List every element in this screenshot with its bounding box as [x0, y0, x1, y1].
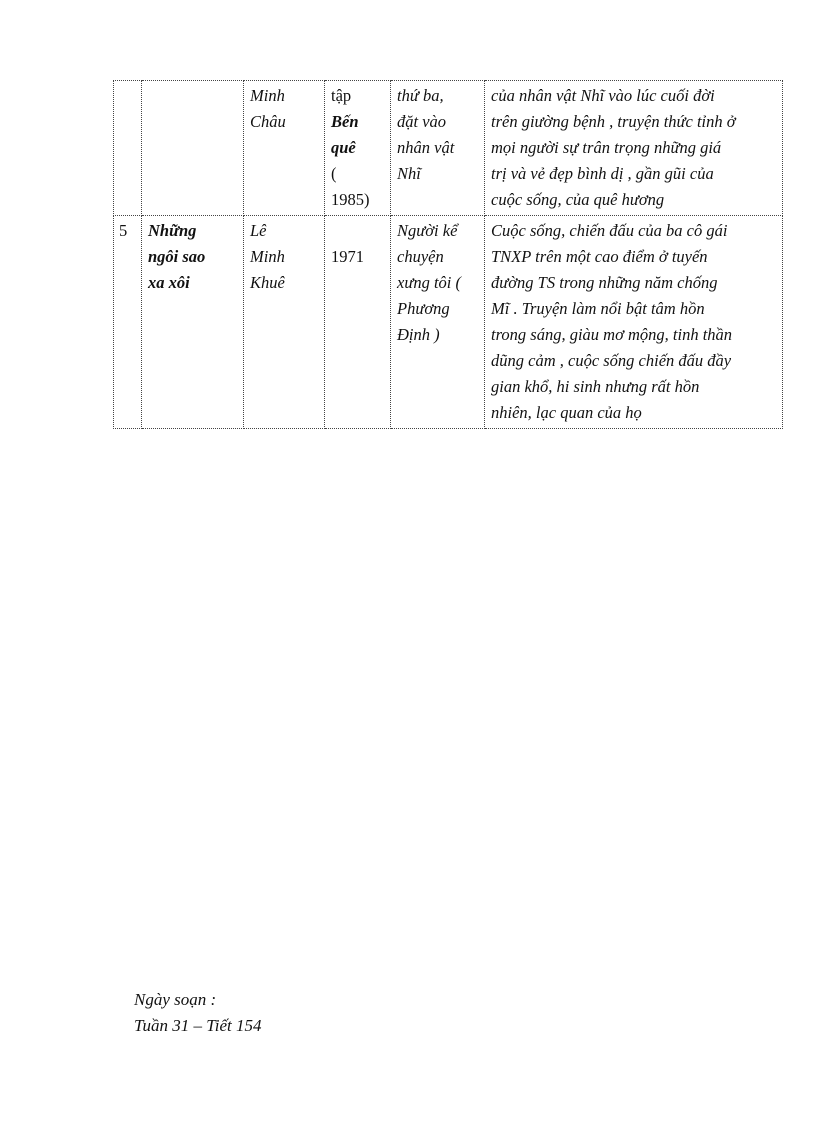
content-line: đường TS trong những năm chống [491, 273, 718, 292]
year-line: 1985) [331, 190, 370, 209]
content-cell [485, 216, 783, 429]
narrator-line: đặt vào [397, 112, 447, 131]
narrator-line: Định ) [397, 325, 440, 344]
work-title-line: xa xôi [148, 273, 190, 292]
year-cell [325, 216, 391, 429]
collection-title-line: Bến [331, 112, 359, 131]
row-number: 5 [119, 221, 128, 240]
collection-title-line: quê [331, 138, 356, 157]
content-line: của nhân vật Nhĩ vào lúc cuối đời [491, 86, 715, 105]
narrator-line: Nhĩ [397, 164, 421, 183]
content-line: dũng cảm , cuộc sống chiến đấu đầy [491, 351, 732, 370]
year-line: ( [331, 164, 337, 183]
content-line: Cuộc sống, chiến đấu của ba cô gái [491, 221, 728, 240]
content-line: trong sáng, giàu mơ mộng, tinh thần [491, 325, 733, 344]
narrator-line: Người kể [397, 221, 458, 240]
content-line: cuộc sống, của quê hương [491, 190, 665, 209]
narrator-line: Phương [397, 299, 450, 318]
narrator-line: thứ ba, [397, 86, 444, 105]
work-title-line: Những [148, 221, 197, 240]
narrator-cell [391, 81, 485, 216]
year-line: tập [331, 86, 352, 105]
content-line: mọi người sự trân trọng những giá [491, 138, 722, 157]
author-line: Khuê [250, 273, 285, 292]
author-cell [244, 216, 325, 429]
lesson-date-label: Ngày soạn : [134, 990, 217, 1009]
year-line: 1971 [331, 247, 364, 266]
content-line: nhiên, lạc quan của họ [491, 403, 642, 422]
content-line: TNXP trên một cao điểm ở tuyến [491, 247, 708, 266]
literature-summary-table [113, 80, 783, 429]
work-title-cell [142, 81, 244, 216]
author-line: Minh [250, 247, 285, 266]
author-line: Lê [250, 221, 267, 240]
author-cell [244, 81, 325, 216]
author-line: Minh [250, 86, 285, 105]
narrator-cell [391, 216, 485, 429]
row-number-cell [114, 81, 142, 216]
narrator-line: nhân vật [397, 138, 455, 157]
year-cell [325, 81, 391, 216]
content-cell [485, 81, 783, 216]
content-line: Mĩ . Truyện làm nổi bật tâm hồn [491, 299, 705, 318]
work-title-line: ngôi sao [148, 247, 206, 266]
work-title-cell [142, 216, 244, 429]
content-line: trên giường bệnh , truyện thức tỉnh ở [491, 112, 736, 131]
narrator-line: chuyện [397, 247, 444, 266]
content-line: trị và vẻ đẹp bình dị , gần gũi của [491, 164, 714, 183]
author-line: Châu [250, 112, 286, 131]
table-row [114, 216, 783, 429]
narrator-line: xưng tôi ( [397, 273, 461, 292]
table-row [114, 81, 783, 216]
content-line: gian khổ, hi sinh nhưng rất hồn [491, 377, 700, 396]
lesson-week-label: Tuần 31 – Tiết 154 [134, 1016, 262, 1035]
row-number-cell [114, 216, 142, 429]
